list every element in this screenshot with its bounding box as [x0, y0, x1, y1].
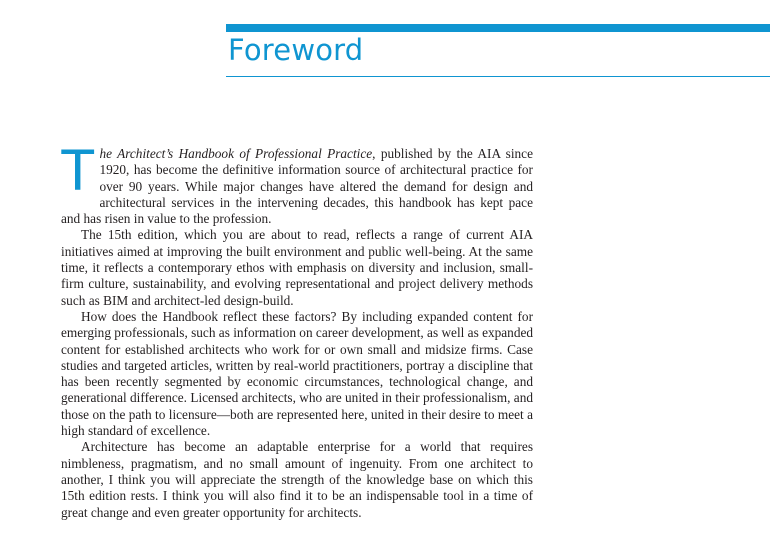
paragraph-2: The 15th edition, which you are about to read, reflects a range of current AIA initiatives aimed at improving the built environment and public well-being. At the same time, it reflects a contemporary ethos with emphasis on diversity and inclusion, small-firm culture, sustainability, and evolving representational and project delivery methods such as BIM and architect-led design-build.: [61, 227, 533, 308]
header-rule: [226, 76, 770, 77]
paragraph-1: [60, 138, 533, 227]
foreword-body: [60, 138, 534, 521]
paragraph-1-text: , published by the AIA since 1920, has become the definitive information source of architectural practice for over 90 years. While major changes have altered the demand for design and architectural services in the intervening decades, this handbook has kept pace and has risen in value to the profession.: [61, 146, 533, 227]
book-title-italic: he Architect’s Handbook of Professional Practice: [99, 146, 373, 161]
drop-cap: T: [60, 138, 96, 203]
paragraph-4: Architecture has become an adaptable enterprise for a world that requires nimbleness, pragmatism, and no small amount of ingenuity. From one architect to another, I think you will appreciate the strength of the knowledge base on which this 15th edition rests. I think you will also find it to be an indispensable tool in a time of great change and even greater opportunity for architects.: [61, 439, 533, 520]
paragraph-3: How does the Handbook reflect these factors? By including expanded content for emerging professionals, such as information on career development, as well as expanded content for established architects who work for or own small and midsize firms. Case studies and targeted articles, written by real-world practitioners, portray a discipline that has been recently segmented by economic circumstances, technological change, and generational difference. Licensed architects, who are united in their professionalism, and those on the path to licensure—both are represented here, united in their desire to meet a high standard of excellence.: [61, 308, 534, 439]
page-title: Foreword: [228, 33, 364, 67]
